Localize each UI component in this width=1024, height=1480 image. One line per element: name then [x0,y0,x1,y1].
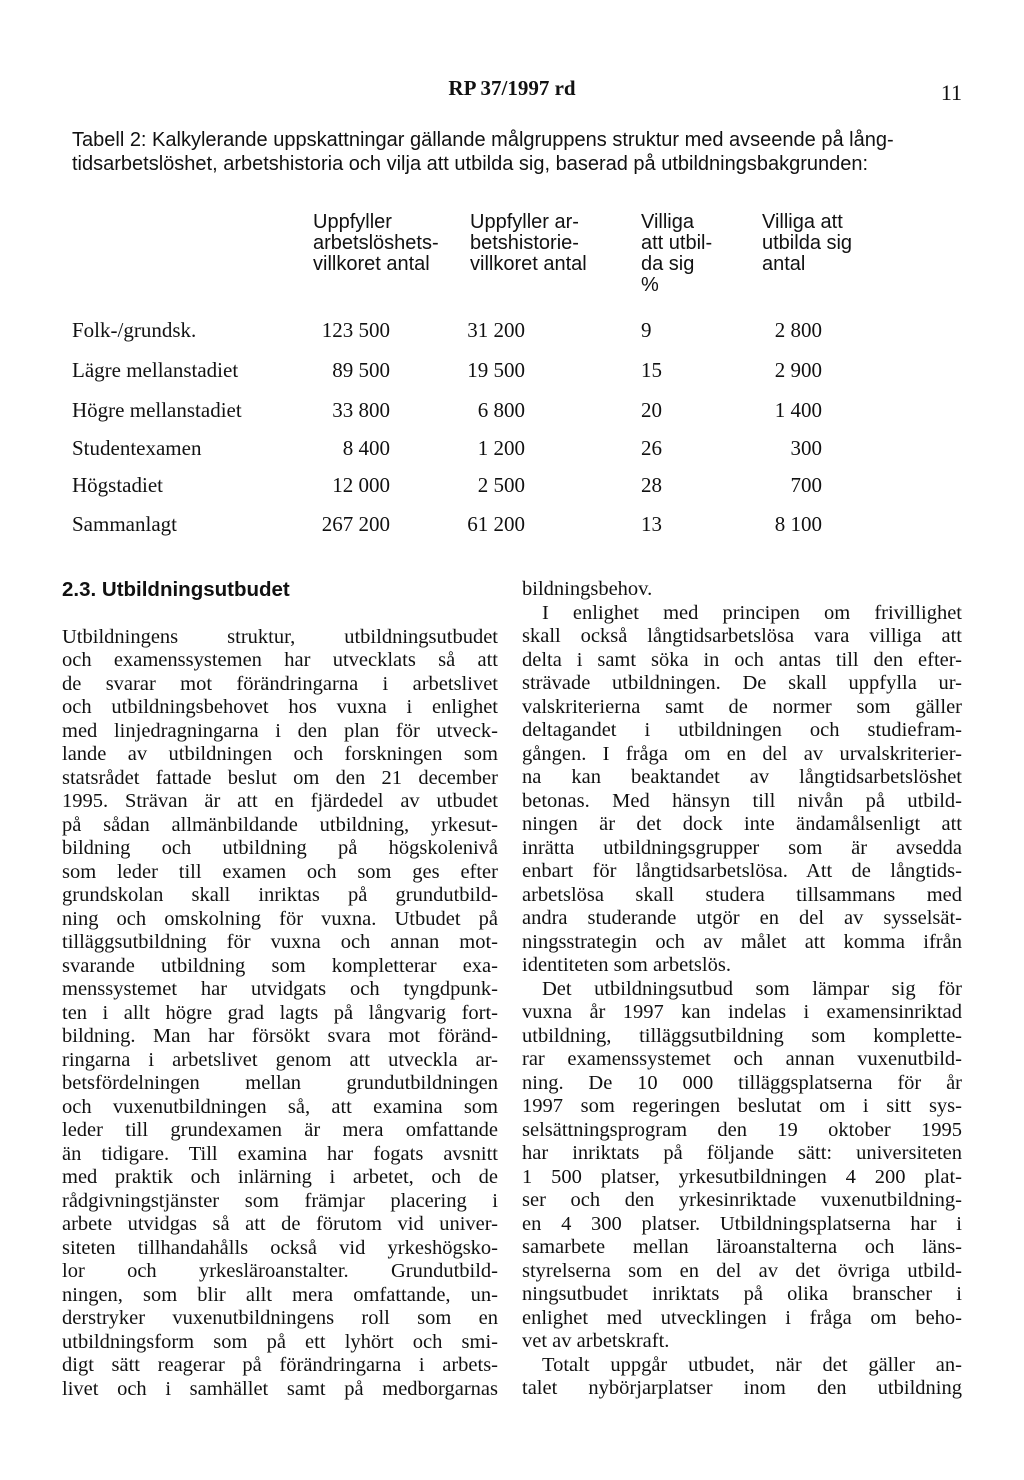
paragraph-line: lor och yrkesläroanstalter. Grundutbild- [62,1260,498,1282]
paragraph-line: menssystemet har utvidgats och tyngdpunk- [62,978,498,1000]
column-header-line: betshistorie- [470,232,579,254]
paragraph-line: valskriterierna samt de normer som gäller [522,695,962,718]
paragraph-line: gången. I fråga om en del av urvalskriterier- [522,742,962,765]
column-header-line: villkoret antal [470,253,587,275]
cell-unemployment: 89 500 [332,358,390,382]
table-row [0,318,1024,348]
paragraph-line: och utbildningsbehovet hos vuxna i enlighet [62,696,498,718]
paragraph-line: deltagandet i utbildningen och studiefram- [522,719,962,741]
cell-willing-percent: 26 [641,436,662,460]
paragraph-line: identiteten som arbetslös. [522,954,731,976]
column-header-line: Uppfyller ar- [470,211,579,233]
paragraph-line: betsfördelningen mellan grundutbildningen [62,1072,498,1094]
cell-work-history: 61 200 [467,512,525,536]
paragraph-line: Totalt uppgår utbudet, när det gäller an- [542,1353,962,1376]
column-header-line: villkoret antal [313,253,430,275]
caption-line: tidsarbetslöshet, arbetshistoria och vilja att utbilda sig, baserad på utbildningsbakgrunden: [72,153,869,175]
paragraph-line: strävade utbildningen. De skall uppfylla ur- [522,672,962,694]
paragraph-line: med praktik och inlärning i arbetet, och de [62,1166,498,1188]
paragraph-line: ningen är det dock inte ändamålsenligt att [522,813,962,835]
paragraph-line: derstryker vuxenutbildningens roll som en [62,1307,498,1329]
column-header-work-history [470,212,587,275]
paragraph-line: med linjedragningarna i den plan för utveck- [62,719,498,742]
paragraph-line: digt sätt reagerar på förändringarna i arbets- [62,1354,498,1376]
cell-unemployment: 33 800 [332,398,390,422]
cell-willing-percent: 15 [641,358,662,382]
cell-work-history: 6 800 [477,398,525,422]
cell-unemployment: 123 500 [321,318,390,342]
cell-willing-count: 700 [790,473,822,497]
paragraph-line: utbildning, tilläggsutbildning som komplette- [522,1024,962,1047]
row-label: Högre mellanstadiet [72,398,242,422]
paragraph-line: ningsstrategin och av målet att komma ifrån [522,930,962,953]
paragraph-line: vet av arbetskraft. [522,1330,670,1352]
column-header-line: utbilda sig [762,232,853,254]
cell-willing-percent: 28 [641,473,662,497]
cell-work-history: 19 500 [467,358,525,382]
paragraph-line: tilläggsutbildning för vuxna och annan mot- [62,931,498,953]
paragraph-line: na kan beaktandet av långtidsarbetslöshet [522,766,962,788]
row-label: Folk-/grundsk. [72,318,197,342]
table-row [0,436,1024,466]
paragraph-line: de svarar mot förändringarna i arbetslivet [62,672,498,695]
paragraph-line: bildningsbehov. [522,578,653,600]
column-header-line: arbetslöshets- [313,232,439,254]
paragraph-line: på sådan allmänbildande utbildning, yrkesut- [62,813,498,836]
paragraph-line: som leder till examen och som ges efter [62,860,498,883]
paragraph-line: livet och i samhället samt på medborgarnas [62,1377,498,1400]
left-text-column [62,578,498,1401]
row-label: Sammanlagt [72,512,177,536]
table-row [0,358,1024,388]
paragraph-line: enbart för långtidsarbetslösa. Att de långtids- [522,860,962,882]
row-label: Studentexamen [72,436,202,460]
table-row [0,473,1024,503]
paragraph-line: bildning och utbildning på högskolenivå [62,837,498,859]
paragraph-line: ningsutbudet inriktats på olika branscher i [522,1283,962,1305]
paragraph-line: ringarna i arbetslivet genom att utveckla ar- [62,1048,498,1071]
paragraph-line: har inriktats på följande sätt: universiteten [522,1142,962,1164]
paragraph-line: I enlighet med principen om frivillighet [542,601,962,624]
table-caption [72,128,962,176]
column-header-line: antal [762,253,806,275]
paragraph-line: 1995. Strävan är att en fjärdedel av utbudet [62,790,498,812]
column-header-line: Villiga att [762,211,843,233]
paragraph-line: statsrådet fattade beslut om den 21 december [62,766,498,789]
paragraph-line: svarande utbildning som kompletterar exa- [62,954,498,977]
column-header-willing-count [762,212,852,275]
cell-work-history: 31 200 [467,318,525,342]
paragraph-line: Utbildningens struktur, utbildningsutbudet [62,625,498,648]
page-number: 11 [940,80,962,105]
paragraph-line: rådgivningstjänster som främjar placering i [62,1189,498,1212]
column-header-willing-percent [641,212,712,296]
paragraph-line: ten i allt högre grad lagts på långvarig fort- [62,1001,498,1024]
paragraph-line: delta i samt söka in och antas till den efter- [522,648,962,671]
cell-work-history: 1 200 [477,436,525,460]
paragraph-line: och examenssystemen har utvecklats så att [62,649,498,671]
paragraph-line: ningen, som blir allt mera omfattande, un- [62,1283,498,1306]
right-text-column [522,578,962,1401]
cell-willing-count: 300 [790,436,822,460]
cell-willing-percent: 13 [641,512,662,536]
paragraph-line: andra studerande utgör en del av sysselsät- [522,907,962,929]
paragraph-line: vuxna år 1997 kan indelas i examensinriktad [522,1001,962,1023]
paragraph-line: Det utbildningsutbud som lämpar sig för [542,977,962,1000]
paragraph-line: utbildningsform som på ett lyhört och smi- [62,1330,498,1353]
paragraph-line: siteten tillhandahålls också vid yrkeshögsko- [62,1236,498,1259]
column-header-line: att utbil- [641,232,713,254]
table-row [0,512,1024,542]
paragraph-line: 1997 som regeringen beslutat om i sitt sys- [522,1095,962,1117]
paragraph-line: inrätta utbildningsgrupper som är avsedda [522,836,962,859]
column-header-line: Villiga [641,211,694,233]
row-label: Lägre mellanstadiet [72,358,239,382]
paragraph-line: enlighet med utvecklingen i fråga om beho- [522,1306,962,1329]
paragraph-line: ning och omskolning för vuxna. Utbudet på [62,907,498,930]
paragraph-line: styrelserna som en del av det övriga utbild- [522,1259,962,1282]
paragraph-line: lande av utbildningen och forskningen som [62,743,498,765]
table-row [0,398,1024,428]
paragraph-line: talet nybörjarplatser inom den utbildning [522,1377,962,1399]
paragraph-line: samarbete mellan läroanstalterna och läns- [522,1236,962,1258]
paragraph-line: grundskolan skall inriktas på grundutbild- [62,884,498,906]
cell-willing-count: 2 900 [774,358,822,382]
paragraph-line: ning. De 10 000 tilläggsplatserna för år [522,1071,962,1094]
cell-willing-count: 2 800 [774,318,822,342]
section-heading: 2.3. Utbildningsutbudet [62,578,290,601]
caption-line: Tabell 2: Kalkylerande uppskattningar gällande målgruppens struktur med avseende på lång- [72,129,894,151]
paragraph-line: ser och den yrkesinriktade vuxenutbildning- [522,1189,962,1211]
paragraph-line: än tidigare. Till examina har fogats avsnitt [62,1142,498,1165]
column-header-line: da sig [641,253,695,275]
cell-work-history: 2 500 [477,473,525,497]
cell-willing-percent: 20 [641,398,662,422]
cell-unemployment: 8 400 [342,436,390,460]
cell-unemployment: 267 200 [321,512,390,536]
column-header-line: % [641,274,659,296]
cell-willing-percent: 9 [641,318,652,342]
column-header-line: Uppfyller [313,211,392,233]
cell-willing-count: 1 400 [774,398,822,422]
paragraph-line: skall också långtidsarbetslösa vara villiga att [522,625,962,647]
row-label: Högstadiet [72,473,163,497]
page-header-title: RP 37/1997 rd [448,76,576,100]
paragraph-line: arbete utvidgas så att de förutom vid univer- [62,1213,498,1235]
paragraph-line: arbetslösa skall studera tillsammans med [522,883,962,906]
paragraph-line: och vuxenutbildningen så, att examina som [62,1095,498,1118]
paragraph-line: bildning. Man har försökt svara mot föränd- [62,1025,498,1047]
cell-unemployment: 12 000 [332,473,390,497]
column-header-unemployment [313,212,439,275]
paragraph-line: 1 500 platser, yrkesutbildningen 4 200 plat- [522,1165,962,1188]
paragraph-line: selsättningsprogram den 19 oktober 1995 [522,1118,962,1141]
paragraph-line: en 4 300 platser. Utbildningsplatserna har i [522,1212,962,1235]
cell-willing-count: 8 100 [774,512,822,536]
paragraph-line: leder till grundexamen är mera omfattande [62,1119,498,1141]
paragraph-line: betonas. Med hänsyn till nivån på utbild- [522,789,962,812]
paragraph-line: rar examenssystemet och annan vuxenutbild- [522,1048,962,1070]
